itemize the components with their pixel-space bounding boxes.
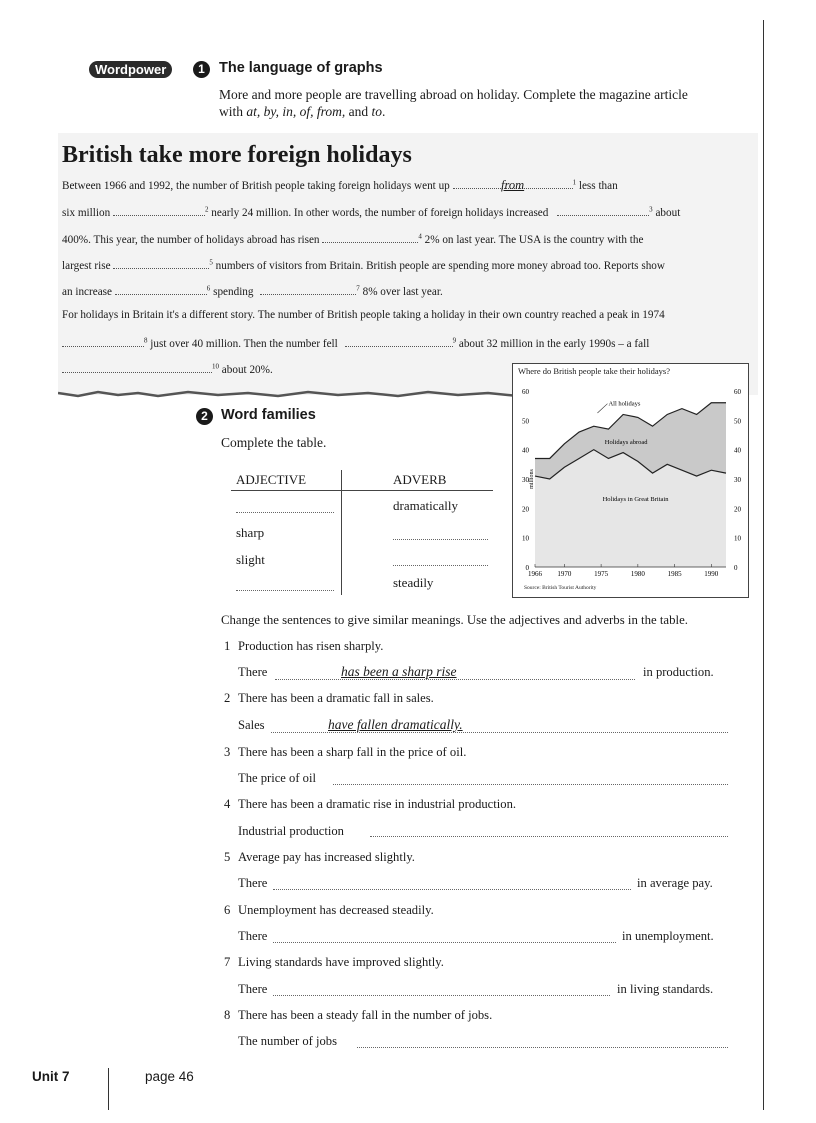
article-line-4: largest rise $^5$ numbers of visitors from Britain. British people are spending more money abroad too. Reports show	[62, 258, 665, 272]
table-header-adjective: ADJECTIVE	[236, 472, 307, 487]
exercise-8-prefix: The number of jobs	[238, 1034, 337, 1048]
section-number-1: 1	[193, 61, 210, 78]
y-tick-left: 60	[522, 388, 529, 396]
exercise-2-number: 2	[224, 691, 231, 705]
right-margin-line	[763, 20, 764, 1110]
exercise-2-answer: have fallen dramatically.	[328, 717, 463, 732]
annotation-holidays-in-great-britain: Holidays in Great Britain	[602, 496, 669, 503]
exercise-5-number: 5	[224, 850, 231, 864]
exercise-4-blank[interactable]	[370, 836, 728, 837]
adverb-blank-3[interactable]	[393, 565, 488, 566]
y-tick-left: 50	[522, 417, 529, 426]
exercise-6-prefix: There	[238, 929, 268, 943]
footer-unit: Unit 7	[32, 1069, 70, 1084]
section-2-instruction-2: Change the sentences to give similar meanings. Use the adjectives and adverbs in the table.	[221, 613, 688, 627]
exercise-1-question: Production has risen sharply.	[238, 639, 384, 653]
chart-svg	[513, 364, 748, 597]
table-cell-adjective-2: sharp	[236, 525, 265, 540]
article-line-8: $^{10}$ about 20%.	[62, 362, 273, 376]
article-line-2: six million $^2$ nearly 24 million. In other words, the number of foreign holidays increased $^3$ about	[62, 205, 681, 219]
blank-9[interactable]	[345, 336, 453, 347]
blank-5[interactable]	[113, 258, 209, 269]
adjective-blank-4[interactable]	[236, 590, 334, 591]
y-tick-right: 40	[734, 446, 741, 455]
exercise-6-suffix: in unemployment.	[622, 929, 714, 943]
y-tick-right: 60	[734, 388, 741, 396]
exercise-5-suffix: in average pay.	[637, 876, 713, 890]
exercise-8-blank[interactable]	[357, 1047, 728, 1048]
x-tick-label: 1990	[704, 570, 719, 578]
exercise-7-question: Living standards have improved slightly.	[238, 955, 444, 969]
exercise-4-number: 4	[224, 797, 231, 811]
article-line-6: For holidays in Britain it's a different story. The number of British people taking a holiday in their own country reached a peak in 1974	[62, 309, 665, 321]
section-1-instruction: More and more people are travelling abroad on holiday. Complete the magazine article with at, by, in, of, from, and to.	[219, 87, 688, 119]
exercise-3-blank[interactable]	[333, 784, 728, 785]
chart-title: Where do British people take their holidays?	[518, 366, 671, 376]
exercise-6-number: 6	[224, 903, 231, 917]
y-tick-right: 10	[734, 534, 741, 543]
exercise-1-number: 1	[224, 639, 231, 653]
blank-8[interactable]	[62, 336, 144, 347]
exercise-7-prefix: There	[238, 982, 268, 996]
annotation-all-holidays: All holidays	[608, 400, 641, 408]
x-tick-label: 1985	[667, 570, 682, 578]
exercise-4-prefix: Industrial production	[238, 824, 344, 838]
exercise-8-question: There has been a steady fall in the number of jobs.	[238, 1008, 493, 1022]
exercise-3-prefix: The price of oil	[238, 771, 316, 785]
y-axis-label: millions	[529, 469, 535, 489]
x-tick-label: 1975	[594, 570, 609, 578]
exercise-7-suffix: in living standards.	[617, 982, 714, 996]
y-tick-left: 0	[525, 564, 529, 572]
blank-3[interactable]	[557, 205, 649, 216]
adverb-blank-2[interactable]	[393, 539, 488, 540]
exercise-5-prefix: There	[238, 876, 268, 890]
exercise-8-number: 8	[224, 1008, 231, 1022]
exercise-1-answer: has been a sharp rise	[341, 664, 457, 679]
section-2-title: Word families	[221, 407, 316, 423]
article-line-3: 400%. This year, the number of holidays abroad has risen $^4$ 2% on last year. The USA is the country with the	[62, 232, 644, 246]
torn-edge	[58, 387, 578, 401]
exercise-3-question: There has been a sharp fall in the price of oil.	[238, 745, 467, 759]
exercise-4-question: There has been a dramatic rise in industrial production.	[238, 797, 517, 811]
blank-7[interactable]	[260, 284, 356, 295]
article-line-5: an increase $^6$ spending $^7$ 8% over last year.	[62, 284, 443, 298]
exercise-7-number: 7	[224, 955, 231, 969]
y-tick-left: 10	[522, 534, 529, 543]
y-tick-left: 30	[522, 476, 529, 484]
y-tick-right: 50	[734, 417, 741, 426]
exercise-6-question: Unemployment has decreased steadily.	[238, 903, 434, 917]
blank-2[interactable]	[113, 205, 205, 216]
table-header-adverb: ADVERB	[393, 472, 447, 487]
y-tick-right: 0	[734, 564, 738, 572]
section-1-title: The language of graphs	[219, 60, 383, 76]
y-tick-left: 20	[522, 505, 529, 514]
table-cell-adverb-4: steadily	[393, 575, 434, 590]
exercise-3-number: 3	[224, 745, 231, 759]
table-column-rule	[341, 470, 342, 595]
exercise-6-blank[interactable]	[273, 942, 616, 943]
exercise-7-blank[interactable]	[273, 995, 610, 996]
annotation-holidays-abroad: Holidays abroad	[604, 438, 648, 446]
exercise-5-question: Average pay has increased slightly.	[238, 850, 415, 864]
x-tick-label: 1970	[557, 570, 572, 578]
blank-10[interactable]	[62, 362, 212, 373]
holiday-chart-box	[512, 363, 749, 598]
footer-page: page 46	[145, 1069, 194, 1084]
blank-4[interactable]	[322, 232, 418, 243]
table-cell-adjective-3: slight	[236, 552, 265, 567]
section-2-instruction: Complete the table.	[221, 435, 327, 450]
exercise-1-suffix: in production.	[643, 665, 714, 679]
exercise-1-prefix: There	[238, 665, 268, 679]
adjective-blank-1[interactable]	[236, 512, 334, 513]
table-cell-adverb-1: dramatically	[393, 498, 458, 513]
word-table	[231, 470, 493, 595]
section-number-2: 2	[196, 408, 213, 425]
y-tick-left: 40	[522, 446, 529, 455]
article-line-1: Between 1966 and 1992, the number of British people taking foreign holidays went up from $^1$ less than	[62, 178, 618, 192]
x-tick-label: 1966	[528, 570, 542, 578]
article-line-7: $^8$ just over 40 million. Then the number fell $^9$ about 32 million in the early 1990s – a fall	[62, 336, 649, 350]
chart-source: Source: British Tourist Authority	[524, 585, 597, 591]
footer-divider	[108, 1068, 109, 1110]
wordpower-badge: Wordpower	[89, 61, 172, 78]
article-headline: British take more foreign holidays	[62, 142, 412, 168]
answer-1: from	[500, 178, 525, 192]
annotation-all-holidays-arrow	[597, 404, 607, 413]
exercise-5-blank[interactable]	[273, 889, 631, 890]
x-tick-label: 1980	[630, 570, 645, 578]
y-tick-right: 20	[734, 505, 741, 514]
blank-6[interactable]	[115, 284, 207, 295]
exercise-2-prefix: Sales	[238, 718, 265, 732]
table-header-rule	[231, 490, 493, 491]
y-tick-right: 30	[734, 476, 741, 484]
exercise-2-question: There has been a dramatic fall in sales.	[238, 691, 434, 705]
